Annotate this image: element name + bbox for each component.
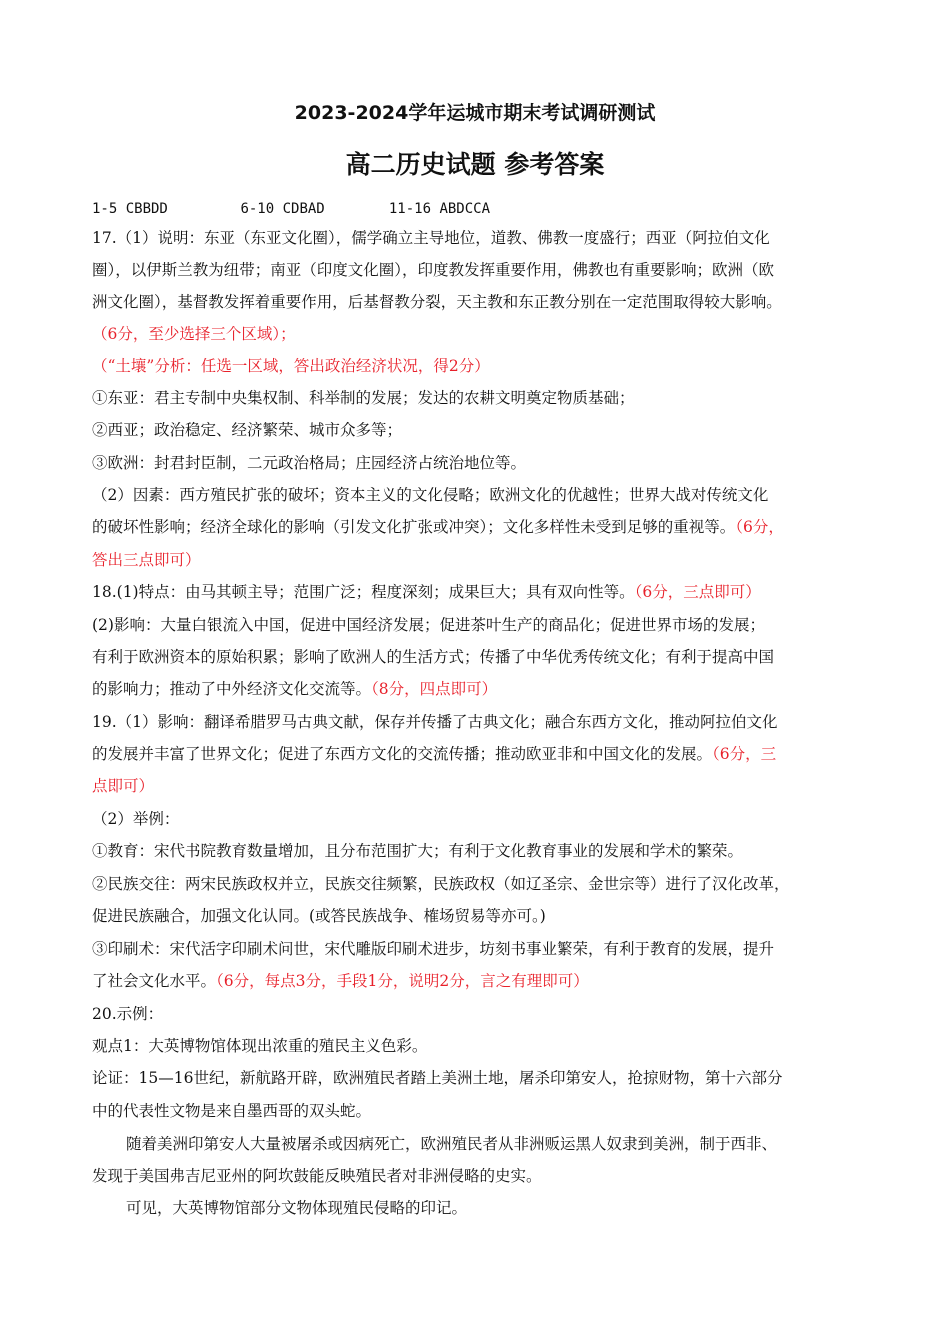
answer-line (92, 1036, 862, 1056)
answer-line (92, 744, 862, 764)
answer-line (92, 453, 862, 473)
answer-line (92, 420, 862, 440)
score-note: （8分，四点即可） (371, 680, 498, 698)
answer-group-6-10: 6-10 CDBAD (240, 201, 325, 217)
answer-line (92, 647, 862, 667)
answer-line (92, 388, 862, 408)
answer-line (92, 1166, 862, 1186)
answer-line (92, 550, 862, 570)
score-note: 答出三点即可） (92, 551, 201, 569)
answer-line (92, 776, 862, 796)
page-subtitle: 高二历史试题 参考答案 (345, 150, 605, 179)
answer-text: 促进民族融合，加强文化认同。(或答民族战争、榷场贸易等亦可。) (92, 907, 546, 925)
answer-line (92, 841, 862, 861)
answer-line (92, 517, 862, 537)
answer-line (92, 356, 862, 376)
answer-line (92, 485, 862, 505)
answer-text: 发现于美国弗吉尼亚州的阿坎鼓能反映殖民者对非洲侵略的史实。 (92, 1167, 542, 1185)
answer-line (92, 874, 862, 894)
answer-text: 中的代表性文物是来自墨西哥的双头蛇。 (92, 1102, 372, 1120)
answer-text: （2）因素：西方殖民扩张的破坏；资本主义的文化侵略；欧洲文化的优越性；世界大战对传统文化 (92, 486, 769, 504)
score-note: （“土壤”分析：任选一区域，答出政治经济状况，得2分） (92, 357, 490, 375)
answer-text: ①教育：宋代书院教育数量增加，且分布范围扩大；有利于文化教育事业的发展和学术的繁荣。 (92, 842, 744, 860)
answer-line (126, 1134, 862, 1154)
answer-text: 随着美洲印第安人大量被屠杀或因病死亡，欧洲殖民者从非洲贩运黑人奴隶到美洲，制于西非、 (126, 1135, 778, 1153)
answer-line (92, 1068, 862, 1088)
answer-line (92, 615, 862, 635)
answer-text: 圈），以伊斯兰教为纽带；南亚（印度文化圈），印度教发挥重要作用，佛教也有重要影响；欧洲（欧 (92, 261, 775, 279)
answer-group-1-5: 1-5 CBBDD (92, 201, 168, 217)
multiple-choice-answers (92, 199, 862, 219)
score-note: （6分，每点3分，手段1分，说明2分，言之有理即可） (216, 972, 589, 990)
answer-text: 18.(1)特点：由马其顿主导；范围广泛；程度深刻；成果巨大；具有双向性等。 (92, 583, 635, 601)
answer-text: 洲文化圈），基督教发挥着重要作用，后基督教分裂，天主教和东正教分别在一定范围取得较大影响。 (92, 293, 782, 311)
answer-text: 的破坏性影响；经济全球化的影响（引发文化扩张或冲突）；文化多样性未受到足够的重视等。 (92, 518, 736, 536)
answer-line (92, 679, 862, 699)
answer-text: 了社会文化水平。 (92, 972, 217, 990)
answer-line (92, 324, 862, 344)
answer-text: ③印刷术：宋代活字印刷术问世，宋代雕版印刷术进步，坊刻书事业繁荣，有利于教育的发展，提升 (92, 940, 775, 958)
answer-text: 的影响力；推动了中外经济文化交流等。 (92, 680, 372, 698)
score-note: （6分，三点即可） (634, 583, 761, 601)
answer-line (92, 1101, 862, 1121)
answer-line (92, 971, 862, 991)
answer-text: ②民族交往：两宋民族政权并立，民族交往频繁，民族政权（如辽圣宗、金世宗等）进行了汉化改革， (92, 875, 790, 893)
answer-text: 20.示例： (92, 1005, 164, 1023)
answer-text: (2)影响：大量白银流入中国，促进中国经济发展；促进茶叶生产的商品化；促进世界市场的发展； (92, 616, 765, 634)
answer-line (92, 939, 862, 959)
answer-line (92, 906, 862, 926)
answer-line (92, 1004, 862, 1024)
answer-text: ②西亚；政治稳定、经济繁荣、城市众多等； (92, 421, 403, 439)
answer-group-11-16: 11-16 ABDCCA (388, 201, 491, 217)
answer-line (92, 260, 862, 280)
answer-text: ③欧洲：封君封臣制，二元政治格局；庄园经济占统治地位等。 (92, 454, 527, 472)
answer-text: 可见，大英博物馆部分文物体现殖民侵略的印记。 (126, 1199, 468, 1217)
answer-text: 17.（1）说明：东亚（东亚文化圈），儒学确立主导地位，道教、佛教一度盛行；西亚（阿拉伯文化 (92, 229, 770, 247)
answer-line (126, 1198, 862, 1218)
answer-text: 观点1：大英博物馆体现出浓重的殖民主义色彩。 (92, 1037, 428, 1055)
answer-text: ①东亚：君主专制中央集权制、科举制的发展；发达的农耕文明奠定物质基础； (92, 389, 635, 407)
answer-text: 19.（1）影响：翻译希腊罗马古典文献，保存并传播了古典文化；融合东西方文化，推动阿拉伯文化 (92, 713, 778, 731)
answer-line (92, 712, 862, 732)
score-note: （6分，至少选择三个区域）； (92, 325, 296, 343)
exam-title: 2023-2024学年运城市期末考试调研测试 (294, 102, 656, 124)
answer-text: 论证：15—16世纪，新航路开辟，欧洲殖民者踏上美洲土地，屠杀印第安人，抢掠财物，第十六部分 (92, 1069, 783, 1087)
answer-text: （2）举例： (92, 810, 180, 828)
answer-line (92, 292, 862, 312)
answer-line (92, 228, 862, 248)
answer-text: 的发展并丰富了世界文化；促进了东西方文化的交流传播；推动欧亚非和中国文化的发展。 (92, 745, 713, 763)
answer-line (92, 582, 862, 602)
score-note: 点即可） (92, 777, 155, 795)
score-note: （6分， (735, 518, 784, 536)
answer-text: 有利于欧洲资本的原始积累；影响了欧洲人的生活方式；传播了中华优秀传统文化；有利于提高中国 (92, 648, 775, 666)
score-note: （6分，三 (712, 745, 777, 763)
answer-line (92, 809, 862, 829)
